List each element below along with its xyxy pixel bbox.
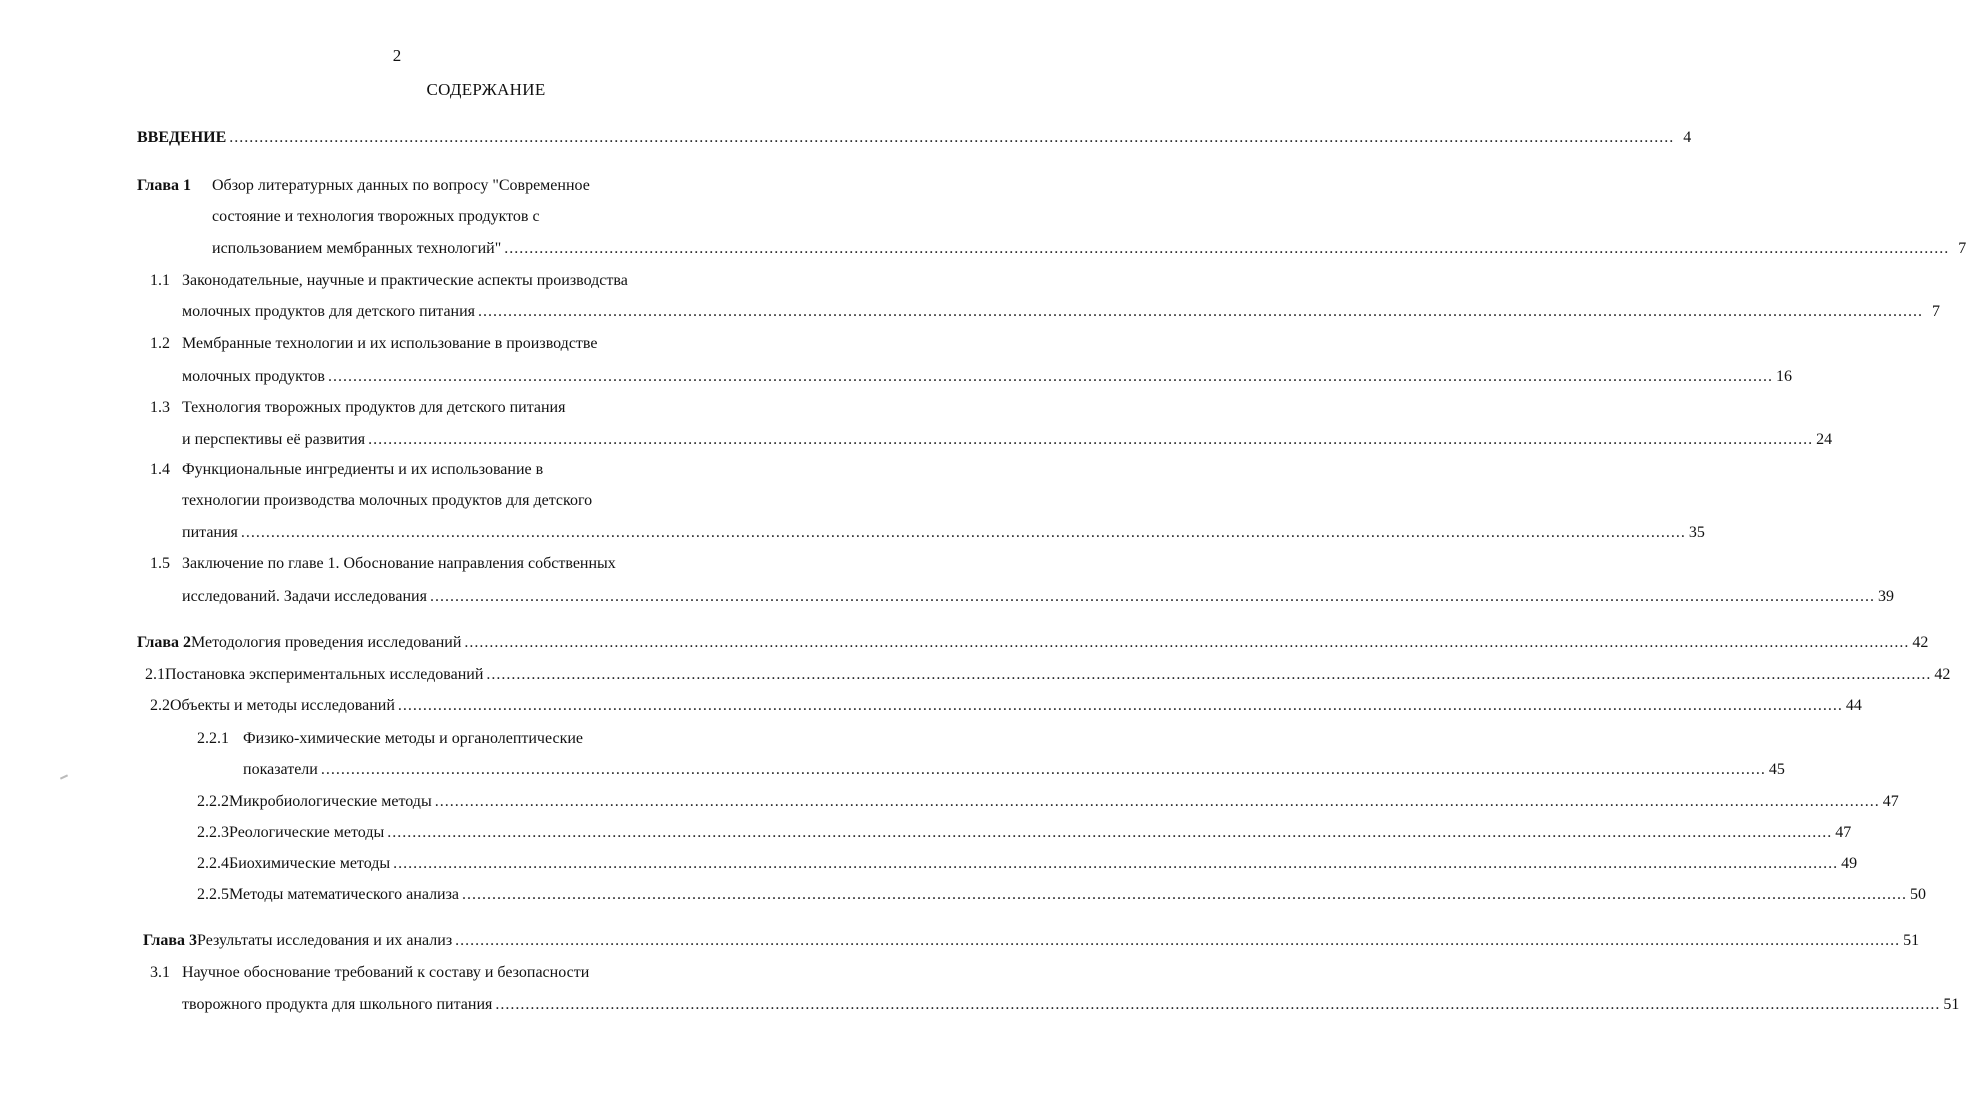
toc-leader-dots (464, 632, 1909, 654)
toc-entry-number: 2.2 (150, 697, 170, 714)
toc-entry-page: 49 (1841, 855, 1858, 872)
toc-entry-2-2 (150, 695, 1862, 717)
toc-entry-chapter-3 (143, 930, 1920, 952)
toc-entry-page: 44 (1845, 697, 1862, 714)
toc-entry-text: Методы математического анализа (229, 886, 460, 903)
toc-entry-page: 51 (1943, 996, 1960, 1013)
toc-entry-number: 2.2.5 (197, 886, 229, 903)
toc-leader-dots (504, 238, 1949, 260)
page-title (0, 80, 884, 100)
toc-leader-dots (455, 930, 1900, 952)
toc-entry-2-2-5 (197, 884, 1927, 906)
toc-entry-text: Заключение по главе 1. Обоснование направления собственных (182, 555, 616, 572)
toc-entry-number: 1.2 (150, 335, 170, 352)
scan-artifact (60, 774, 68, 779)
toc-entry-1-1 (150, 270, 749, 292)
toc-entry-introduction (137, 127, 1692, 149)
toc-leader-dots (398, 695, 1843, 717)
toc-entry-2-2-2 (197, 791, 1899, 813)
toc-entry-text: Технология творожных продуктов для детского питания (182, 399, 566, 416)
toc-entry-2-1 (145, 664, 1951, 686)
toc-leader-dots (486, 664, 1931, 686)
toc-leader-dots (495, 994, 1940, 1016)
toc-entry-text: творожного продукта для школьного питания (182, 996, 493, 1013)
toc-entry-number: 2.2.3 (197, 824, 229, 841)
toc-entry-chapter-2 (137, 632, 1929, 654)
toc-entry-number: 2.2.4 (197, 855, 229, 872)
toc-entry-text: ВВЕДЕНИЕ (137, 129, 227, 146)
toc-entry-2-2-1 (197, 728, 749, 750)
toc-entry-text: исследований. Задачи исследования (182, 588, 427, 605)
toc-entry-text: молочных продуктов для детского питания (182, 303, 476, 320)
toc-entry-text: и перспективы её развития (182, 431, 366, 448)
toc-entry-1-4-cont (182, 490, 749, 512)
toc-entry-page: 42 (1912, 634, 1929, 651)
toc-entry-text: состояние и технология творожных продуктов с (212, 208, 540, 225)
toc-entry-page: 47 (1835, 824, 1852, 841)
toc-entry-text: Научное обоснование требований к составу и безопасности (182, 964, 590, 981)
toc-entry-1-3-end (182, 429, 1833, 451)
page-title-text: СОДЕРЖАНИЕ (426, 80, 546, 99)
toc-entry-number: 1.5 (150, 555, 170, 572)
toc-entry-number: 1.1 (150, 272, 170, 289)
toc-entry-chapter-1-cont (212, 206, 749, 228)
toc-entry-1-4-end (182, 522, 1705, 544)
toc-entry-number: 3.1 (150, 964, 170, 981)
toc-leader-dots (462, 884, 1907, 906)
toc-entry-text: Функциональные ингредиенты и их использование в (182, 461, 544, 478)
toc-entry-text: Мембранные технологии и их использование в производстве (182, 335, 598, 352)
toc-entry-number: 2.2.1 (197, 730, 229, 747)
toc-entry-number: Глава 1 (137, 177, 191, 194)
toc-entry-text: Методология проведения исследований (191, 634, 462, 651)
toc-entry-page: 45 (1768, 761, 1785, 778)
toc-entry-page: 35 (1688, 524, 1705, 541)
toc-leader-dots (241, 522, 1686, 544)
toc-entry-text: технологии производства молочных продуктов для детского (182, 492, 593, 509)
toc-entry-2-2-4 (197, 853, 1858, 875)
toc-entry-text: Реологические методы (229, 824, 385, 841)
toc-entry-number: 1.4 (150, 461, 170, 478)
toc-entry-page: 51 (1903, 932, 1920, 949)
toc-entry-1-4 (150, 459, 749, 481)
toc-entry-1-2-end (182, 366, 1792, 388)
toc-entry-2-2-3 (197, 822, 1852, 844)
toc-entry-text: Законодательные, научные и практические аспекты производства (182, 272, 628, 289)
toc-leader-dots (229, 127, 1674, 149)
toc-leader-dots (435, 791, 1880, 813)
toc-entry-page: 42 (1934, 666, 1951, 683)
toc-entry-page: 7 (1932, 303, 1941, 320)
toc-entry-number: Глава 3 (143, 932, 197, 949)
toc-entry-text: Микробиологические методы (229, 793, 432, 810)
toc-leader-dots (321, 759, 1766, 781)
toc-leader-dots (387, 822, 1832, 844)
toc-entry-2-2-1-end (243, 759, 1785, 781)
toc-leader-dots (430, 586, 1875, 608)
toc-entry-page: 4 (1683, 129, 1692, 146)
toc-entry-number: 2.1 (145, 666, 165, 683)
toc-entry-text: Результаты исследования и их анализ (197, 932, 453, 949)
toc-entry-chapter-1 (137, 175, 749, 197)
toc-entry-text: Физико-химические методы и органолептические (243, 730, 584, 747)
toc-entry-1-3 (150, 397, 749, 419)
toc-entry-page: 7 (1958, 240, 1966, 257)
toc-entry-number: Глава 2 (137, 634, 191, 651)
toc-entry-text: молочных продуктов (182, 368, 325, 385)
toc-entry-page: 24 (1816, 431, 1833, 448)
toc-leader-dots (478, 301, 1923, 323)
toc-entry-3-1 (150, 962, 749, 984)
toc-entry-text: использованием мембранных технологий" (212, 240, 502, 257)
toc-entry-chapter-1-end (212, 238, 1966, 260)
toc-leader-dots (368, 429, 1813, 451)
toc-entry-number: 2.2.2 (197, 793, 229, 810)
toc-entry-text: Обзор литературных данных по вопросу "Современное (212, 177, 590, 194)
toc-entry-page: 16 (1775, 368, 1792, 385)
toc-entry-text: Объекты и методы исследований (170, 697, 395, 714)
toc-entry-page: 39 (1877, 588, 1894, 605)
toc-entry-text: Биохимические методы (229, 855, 391, 872)
toc-entry-text: Постановка экспериментальных исследований (165, 666, 484, 683)
toc-entry-1-5-end (182, 586, 1894, 608)
toc-entry-1-5 (150, 553, 749, 575)
toc-leader-dots (393, 853, 1838, 875)
page-number: 2 (392, 46, 402, 65)
toc-entry-page: 50 (1910, 886, 1927, 903)
toc-entry-3-1-end (182, 994, 1960, 1016)
toc-entry-text: питания (182, 524, 238, 541)
toc-entry-text: показатели (243, 761, 318, 778)
toc-entry-page: 47 (1882, 793, 1899, 810)
toc-entry-1-1-end (182, 301, 1941, 323)
toc-leader-dots (328, 366, 1773, 388)
toc-entry-1-2 (150, 333, 749, 355)
toc-entry-number: 1.3 (150, 399, 170, 416)
